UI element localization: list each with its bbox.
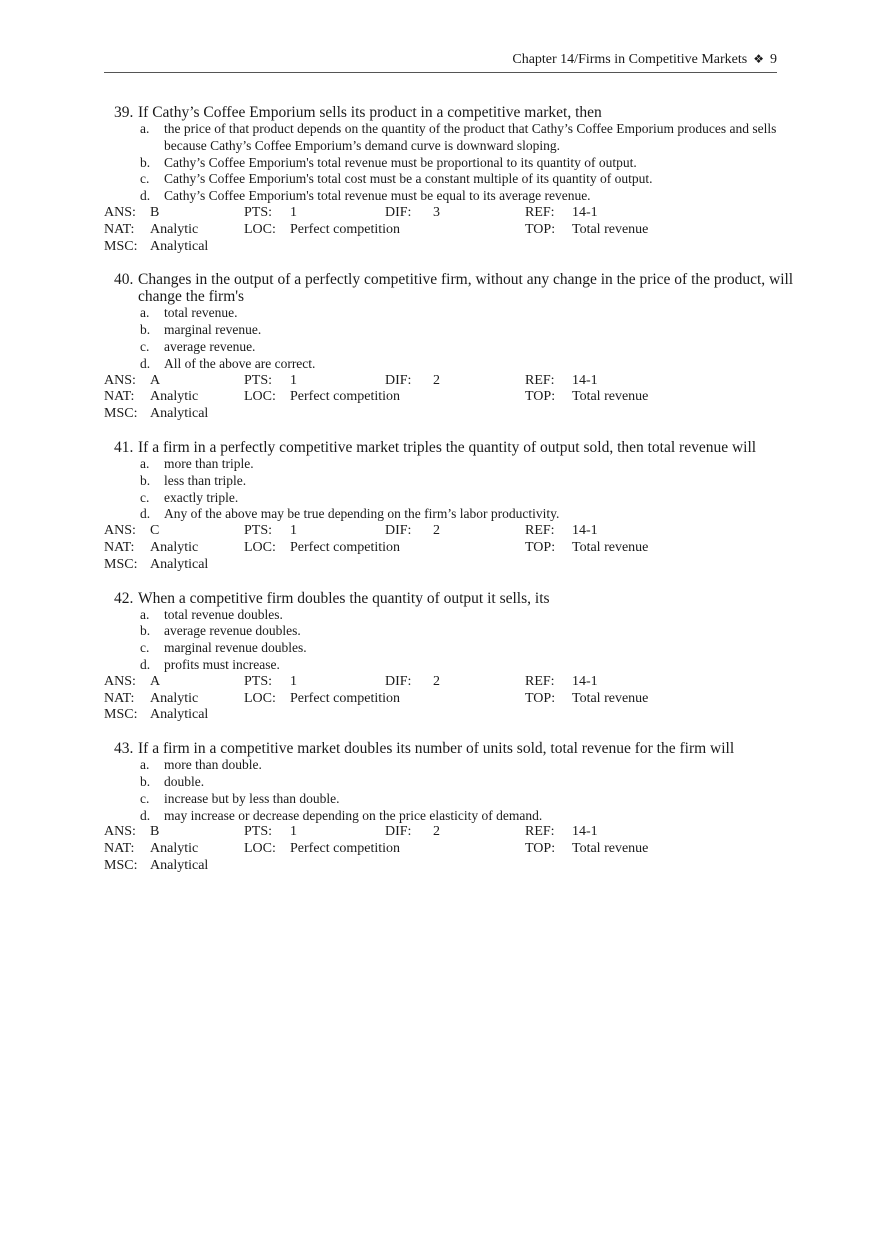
choice-d bbox=[104, 657, 794, 674]
question-text: If a firm in a competitive market doubles its number of units sold, total revenue for the firm will bbox=[138, 740, 735, 758]
top-value: Total revenue bbox=[572, 841, 649, 857]
dif-value: 2 bbox=[433, 673, 440, 689]
choice-a bbox=[104, 456, 794, 473]
choice-letter: b. bbox=[140, 322, 151, 338]
nat-label: NAT: bbox=[104, 389, 135, 405]
choice-c bbox=[104, 791, 794, 808]
choice-d bbox=[104, 356, 794, 373]
ans-value: B bbox=[150, 204, 160, 220]
nat-value: Analytic bbox=[150, 389, 199, 405]
choice-d bbox=[104, 506, 794, 523]
choice-letter: b. bbox=[140, 773, 151, 789]
msc-label: MSC: bbox=[104, 238, 138, 254]
choice-letter: c. bbox=[140, 338, 150, 354]
choice-letter: c. bbox=[140, 489, 150, 505]
choice-text: Any of the above may be true depending on the firm’s labor productivity. bbox=[164, 506, 560, 522]
choice-letter: a. bbox=[140, 455, 150, 471]
choice-letter: d. bbox=[140, 656, 151, 672]
choice-d bbox=[104, 188, 794, 205]
top-value: Total revenue bbox=[572, 690, 649, 706]
meta-row-2 bbox=[104, 389, 794, 406]
meta-row-1 bbox=[104, 523, 794, 540]
ans-value: A bbox=[150, 673, 161, 689]
question-stem bbox=[104, 740, 794, 757]
choice-text: may increase or decrease depending on the price elasticity of demand. bbox=[164, 807, 543, 823]
question-stem bbox=[104, 590, 794, 607]
loc-value: Perfect competition bbox=[290, 539, 401, 555]
msc-value: Analytical bbox=[150, 556, 209, 572]
answer-metadata bbox=[104, 824, 794, 874]
choice-b bbox=[104, 623, 794, 640]
loc-value: Perfect competition bbox=[290, 221, 401, 237]
choice-a bbox=[104, 121, 794, 155]
loc-label: LOC: bbox=[244, 690, 276, 706]
question-41 bbox=[104, 439, 794, 574]
answer-choices bbox=[104, 757, 794, 824]
nat-value: Analytic bbox=[150, 841, 199, 857]
loc-label: LOC: bbox=[244, 539, 276, 555]
ans-value: C bbox=[150, 523, 160, 539]
choice-letter: d. bbox=[140, 188, 151, 204]
choice-text: more than triple. bbox=[164, 455, 254, 471]
ans-value: B bbox=[150, 824, 160, 840]
answer-choices bbox=[104, 607, 794, 674]
pts-label: PTS: bbox=[244, 372, 273, 388]
meta-row-1 bbox=[104, 674, 794, 691]
choice-letter: a. bbox=[140, 121, 150, 136]
page-number: 9 bbox=[770, 52, 777, 67]
choice-a bbox=[104, 757, 794, 774]
diamond-separator-icon: ❖ bbox=[753, 52, 764, 66]
choice-b bbox=[104, 774, 794, 791]
ref-label: REF: bbox=[525, 673, 555, 689]
ref-value: 14-1 bbox=[572, 824, 598, 840]
top-label: TOP: bbox=[525, 389, 556, 405]
question-text: If Cathy’s Coffee Emporium sells its product in a competitive market, then bbox=[138, 104, 602, 121]
dif-label: DIF: bbox=[385, 824, 412, 840]
meta-row-1 bbox=[104, 373, 794, 390]
loc-label: LOC: bbox=[244, 221, 276, 237]
dif-label: DIF: bbox=[385, 204, 412, 220]
choice-letter: a. bbox=[140, 305, 150, 321]
msc-value: Analytical bbox=[150, 406, 209, 422]
choice-letter: c. bbox=[140, 640, 150, 656]
choice-text: average revenue. bbox=[164, 338, 256, 354]
question-stem bbox=[104, 271, 794, 305]
choice-letter: d. bbox=[140, 807, 151, 823]
choice-text: Cathy’s Coffee Emporium's total cost must be a constant multiple of its quantity of output. bbox=[164, 171, 653, 187]
question-stem bbox=[104, 439, 794, 456]
loc-value: Perfect competition bbox=[290, 690, 401, 706]
choice-c bbox=[104, 490, 794, 507]
ref-value: 14-1 bbox=[572, 372, 598, 388]
chapter-title: Chapter 14/Firms in Competitive Markets bbox=[512, 52, 748, 67]
choice-text: more than double. bbox=[164, 757, 262, 773]
question-stem bbox=[104, 104, 794, 121]
pts-value: 1 bbox=[290, 523, 297, 539]
choice-text: Cathy’s Coffee Emporium's total revenue must be equal to its average revenue. bbox=[164, 188, 591, 204]
choice-text: marginal revenue doubles. bbox=[164, 640, 307, 656]
loc-label: LOC: bbox=[244, 389, 276, 405]
pts-label: PTS: bbox=[244, 523, 273, 539]
loc-value: Perfect competition bbox=[290, 389, 401, 405]
msc-value: Analytical bbox=[150, 238, 209, 254]
top-label: TOP: bbox=[525, 841, 556, 857]
ans-label: ANS: bbox=[104, 523, 136, 539]
question-number: 40. bbox=[114, 271, 134, 289]
answer-metadata bbox=[104, 205, 794, 255]
msc-label: MSC: bbox=[104, 857, 138, 873]
ans-label: ANS: bbox=[104, 824, 136, 840]
ref-label: REF: bbox=[525, 372, 555, 388]
nat-value: Analytic bbox=[150, 221, 199, 237]
pts-value: 1 bbox=[290, 824, 297, 840]
choice-text: the price of that product depends on the quantity of the product that Cathy’s Coffee Emporium produces and sells because Cathy’s Coffee Emporium’s demand curve is downward sloping. bbox=[164, 121, 777, 153]
choice-letter: b. bbox=[140, 623, 151, 639]
question-number: 42. bbox=[114, 589, 134, 607]
top-value: Total revenue bbox=[572, 221, 649, 237]
dif-value: 3 bbox=[433, 204, 440, 220]
ref-value: 14-1 bbox=[572, 204, 598, 220]
ref-label: REF: bbox=[525, 523, 555, 539]
loc-label: LOC: bbox=[244, 841, 276, 857]
meta-row-1 bbox=[104, 824, 794, 841]
ref-value: 14-1 bbox=[572, 523, 598, 539]
pts-value: 1 bbox=[290, 204, 297, 220]
pts-label: PTS: bbox=[244, 673, 273, 689]
dif-label: DIF: bbox=[385, 372, 412, 388]
choice-text: total revenue doubles. bbox=[164, 606, 283, 622]
choice-text: All of the above are correct. bbox=[164, 355, 316, 371]
choice-letter: d. bbox=[140, 355, 151, 371]
dif-value: 2 bbox=[433, 372, 440, 388]
choice-text: profits must increase. bbox=[164, 656, 280, 672]
choice-c bbox=[104, 640, 794, 657]
choice-a bbox=[104, 607, 794, 624]
pts-value: 1 bbox=[290, 673, 297, 689]
choice-b bbox=[104, 155, 794, 172]
choice-text: less than triple. bbox=[164, 472, 247, 488]
choice-text: exactly triple. bbox=[164, 489, 239, 505]
choice-text: total revenue. bbox=[164, 305, 238, 321]
meta-row-3 bbox=[104, 239, 794, 256]
top-value: Total revenue bbox=[572, 389, 649, 405]
question-list bbox=[104, 104, 794, 891]
question-number: 43. bbox=[114, 740, 134, 758]
question-number: 41. bbox=[114, 438, 134, 456]
meta-row-3 bbox=[104, 557, 794, 574]
ref-label: REF: bbox=[525, 204, 555, 220]
answer-metadata bbox=[104, 523, 794, 573]
meta-row-3 bbox=[104, 406, 794, 423]
choice-text: Cathy’s Coffee Emporium's total revenue must be proportional to its quantity of output. bbox=[164, 154, 637, 170]
top-label: TOP: bbox=[525, 221, 556, 237]
choice-b bbox=[104, 473, 794, 490]
nat-label: NAT: bbox=[104, 221, 135, 237]
pts-label: PTS: bbox=[244, 824, 273, 840]
question-42 bbox=[104, 590, 794, 725]
choice-b bbox=[104, 322, 794, 339]
answer-choices bbox=[104, 305, 794, 372]
dif-label: DIF: bbox=[385, 673, 412, 689]
nat-label: NAT: bbox=[104, 841, 135, 857]
msc-label: MSC: bbox=[104, 406, 138, 422]
meta-row-1 bbox=[104, 205, 794, 222]
msc-label: MSC: bbox=[104, 556, 138, 572]
nat-label: NAT: bbox=[104, 539, 135, 555]
choice-text: increase but by less than double. bbox=[164, 790, 340, 806]
choice-d bbox=[104, 808, 794, 825]
meta-row-2 bbox=[104, 691, 794, 708]
choice-c bbox=[104, 171, 794, 188]
dif-value: 2 bbox=[433, 824, 440, 840]
msc-value: Analytical bbox=[150, 857, 209, 873]
dif-value: 2 bbox=[433, 523, 440, 539]
ans-label: ANS: bbox=[104, 204, 136, 220]
ans-value: A bbox=[150, 372, 161, 388]
answer-choices bbox=[104, 456, 794, 523]
loc-value: Perfect competition bbox=[290, 841, 401, 857]
answer-metadata bbox=[104, 674, 794, 724]
nat-label: NAT: bbox=[104, 690, 135, 706]
top-value: Total revenue bbox=[572, 539, 649, 555]
pts-value: 1 bbox=[290, 372, 297, 388]
msc-label: MSC: bbox=[104, 707, 138, 723]
question-text: Changes in the output of a perfectly competitive firm, without any change in the price of the product, will change the firm's bbox=[138, 271, 794, 306]
nat-value: Analytic bbox=[150, 539, 199, 555]
choice-text: average revenue doubles. bbox=[164, 623, 301, 639]
meta-row-2 bbox=[104, 222, 794, 239]
choice-letter: a. bbox=[140, 606, 150, 622]
question-text: When a competitive firm doubles the quantity of output it sells, its bbox=[138, 589, 550, 607]
page-header bbox=[104, 52, 777, 73]
choice-letter: b. bbox=[140, 154, 151, 170]
answer-choices bbox=[104, 121, 794, 205]
ref-label: REF: bbox=[525, 824, 555, 840]
dif-label: DIF: bbox=[385, 523, 412, 539]
question-40 bbox=[104, 271, 794, 423]
msc-value: Analytical bbox=[150, 707, 209, 723]
top-label: TOP: bbox=[525, 539, 556, 555]
question-43 bbox=[104, 740, 794, 875]
choice-a bbox=[104, 305, 794, 322]
choice-letter: c. bbox=[140, 171, 150, 187]
choice-letter: a. bbox=[140, 757, 150, 773]
nat-value: Analytic bbox=[150, 690, 199, 706]
ref-value: 14-1 bbox=[572, 673, 598, 689]
choice-text: double. bbox=[164, 773, 205, 789]
meta-row-2 bbox=[104, 540, 794, 557]
question-39 bbox=[104, 104, 794, 255]
pts-label: PTS: bbox=[244, 204, 273, 220]
choice-letter: b. bbox=[140, 472, 151, 488]
meta-row-2 bbox=[104, 841, 794, 858]
top-label: TOP: bbox=[525, 690, 556, 706]
choice-text: marginal revenue. bbox=[164, 322, 262, 338]
choice-letter: d. bbox=[140, 506, 151, 522]
ans-label: ANS: bbox=[104, 372, 136, 388]
choice-c bbox=[104, 339, 794, 356]
choice-letter: c. bbox=[140, 790, 150, 806]
meta-row-3 bbox=[104, 707, 794, 724]
meta-row-3 bbox=[104, 858, 794, 875]
question-text: If a firm in a perfectly competitive market triples the quantity of output sold, then total revenue will bbox=[138, 438, 757, 456]
answer-metadata bbox=[104, 373, 794, 423]
ans-label: ANS: bbox=[104, 673, 136, 689]
question-number: 39. bbox=[114, 104, 134, 121]
